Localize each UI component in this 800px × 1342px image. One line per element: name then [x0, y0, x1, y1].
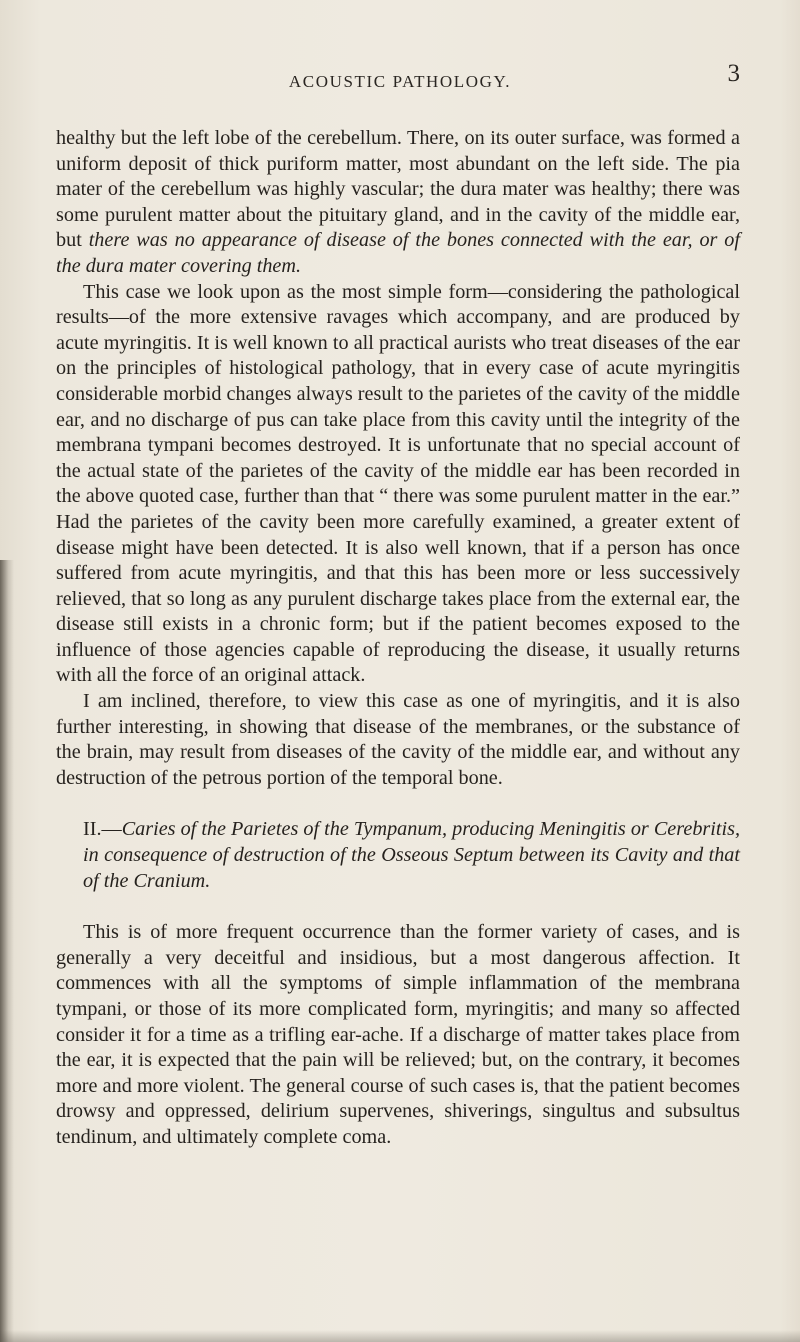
section-title: Caries of the Parietes of the Tympanum, producing Meningitis or Cerebritis, in consequence of destruction of the Osseous Septum between its Cavity and that of the Cranium.	[83, 818, 740, 892]
paragraph-text: healthy but the left lobe of the cerebellum. There, on its outer surface, was formed a uniform deposit of thick puriform matter, most abundant on the left side. The pia mater of the cerebellum was highly vascular; the dura mater was healthy; there was some purulent matter about the pituitary gland, and in the cavity of the middle ear, but	[56, 127, 740, 252]
page-number: 3	[727, 60, 740, 87]
page-bottom-shadow	[0, 1330, 800, 1342]
paragraph: This case we look upon as the most simple form—considering the pathological results—of the more extensive ravages which accompany, and are produced by acute myringitis. It is well known to all practical aurists who treat diseases of the ear on the principles of histological pathology, that in every case of acute myringitis considerable morbid changes always result to the parietes of the cavity of the middle ear, and no discharge of pus can take place from this cavity until the integrity of the membrana tympani becomes destroyed. It is unfortunate that no special account of the actual state of the parietes of the cavity of the middle ear has been recorded in the above quoted case, further than that “ there was some purulent matter in the ear.” Had the parietes of the cavity been more carefully examined, a greater extent of disease might have been detected. It is also well known, that if a person has once suffered from acute myringitis, and that this has been more or less successively relieved, that so long as any purulent discharge takes place from the external ear, the disease still exists in a chronic form; but if the patient becomes exposed to the influence of those agencies capable of reproducing the disease, it usually returns with all the force of an original attack.	[56, 280, 740, 687]
page-header	[0, 60, 800, 104]
running-title: ACOUSTIC PATHOLOGY.	[288, 72, 512, 91]
italic-emphasis: there was no appearance of disease of the bones connected with the ear, or of the dura mater covering them.	[56, 229, 741, 277]
paragraph-continuation	[56, 126, 740, 280]
paragraph: This is of more frequent occurrence than the former variety of cases, and is generally a very deceitful and insidious, but a most dangerous affection. It commences with all the symptoms of simple inflammation of the membrana tympani, or those of its more complicated form, myringitis; and many so affected consider it for a time as a trifling ear-ache. If a discharge of matter takes place from the ear, it is expected that the pain will be relieved; but, on the contrary, it becomes more and more violent. The general course of such cases is, that the patient becomes drowsy and oppressed, delirium supervenes, shiverings, singultus and subsultus tendinum, and ultimately complete coma.	[56, 921, 740, 1148]
section-number: II.—	[83, 818, 122, 841]
paragraph: I am inclined, therefore, to view this case as one of myringitis, and it is also further interesting, in showing that disease of the membranes, or the substance of the brain, may result from diseases of the cavity of the middle ear, and without any destruction of the petrous portion of the temporal bone.	[56, 690, 740, 789]
section-heading	[56, 817, 740, 894]
body-text	[56, 126, 740, 1151]
page-edge-shadow	[0, 560, 14, 1342]
